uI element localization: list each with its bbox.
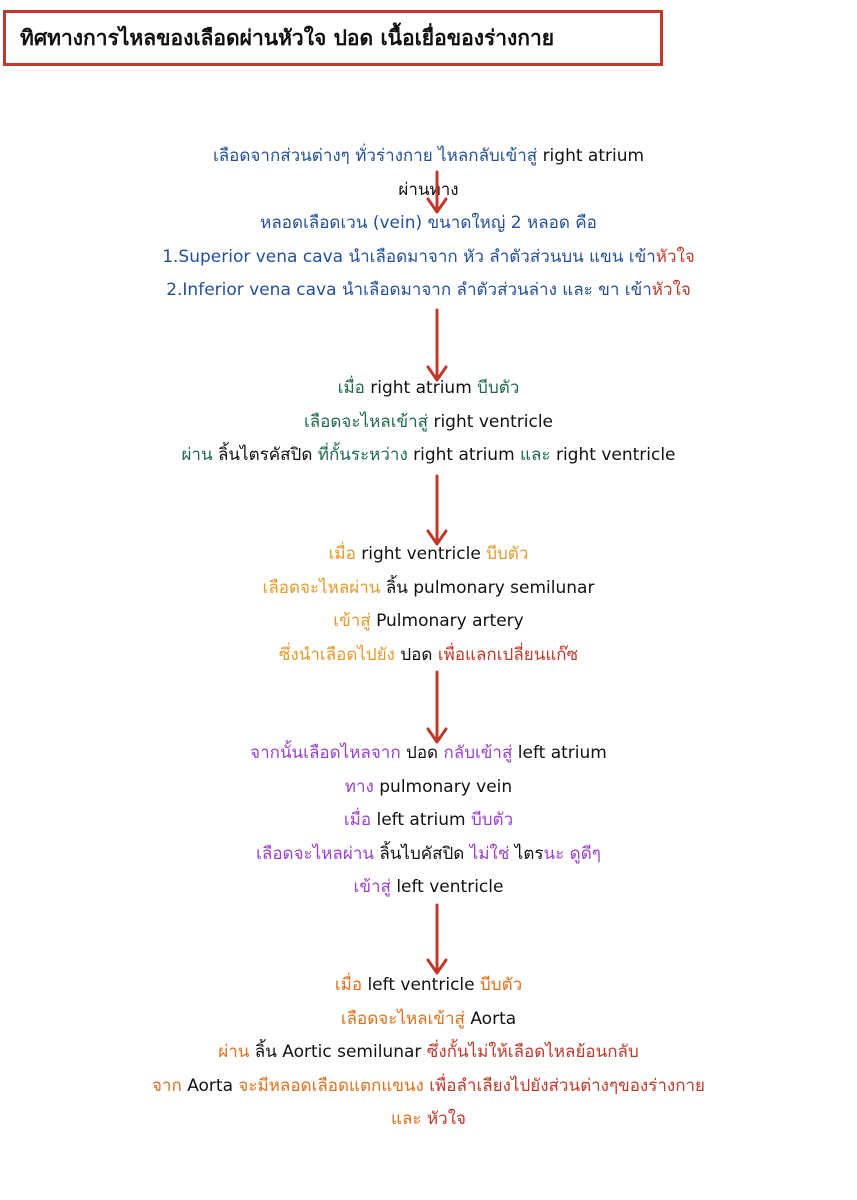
flow-step-4 [0,737,857,905]
text-segment: เมื่อ [343,810,377,830]
text-segment: นะ ดูดีๆ [543,843,601,864]
flow-line [0,241,857,275]
flow-line [0,1036,857,1070]
text-segment: และ [391,1109,427,1129]
flow-line [0,207,857,241]
flow-line [0,737,857,771]
flow-line [0,439,857,473]
text-segment: ซึ่งกั้นไม่ให้เลือดไหลย้อนกลับ [426,1042,639,1062]
text-segment: right ventricle [361,544,487,564]
text-segment: เมื่อ [334,975,368,995]
text-segment: กลับเข้าสู่ [443,743,518,763]
flow-step-2 [0,372,857,473]
page-title: ทิศทางการไหลของเลือดผ่านหัวใจ ปอด เนื้อเยื่อของร่างกาย [20,25,555,50]
flow-step-3 [0,538,857,672]
text-segment: ซึ่งนำเลือดไปยัง [278,644,401,665]
text-segment: ผ่าน [218,1042,255,1062]
flow-line [0,572,857,606]
text-segment: right ventricle [555,445,676,465]
text-segment: 1.Superior vena cava [162,246,349,267]
text-segment: บีบตัว [477,378,520,398]
text-segment: left atrium [376,810,471,830]
text-segment: Aorta [187,1075,239,1096]
text-segment: เมื่อ [328,544,362,564]
flow-line [0,538,857,572]
text-segment: ปอด [406,743,444,763]
flow-line [0,969,857,1003]
text-segment: ผ่าน [181,445,219,465]
text-segment: ผ่านทาง [398,179,459,200]
text-segment: หลอดเลือดเวน (vein) ขนาดใหญ่ 2 หลอด คือ [260,213,597,233]
text-segment: Aorta [470,1008,517,1029]
down-arrow-icon [428,672,446,742]
text-segment: บีบตัว [480,975,523,995]
text-segment: ปอด [400,644,438,665]
text-segment: ลิ้นไบคัสปิด [379,843,470,864]
text-segment: Pulmonary artery [376,611,524,631]
flow-line [0,639,857,673]
text-segment: เข้าสู่ [333,611,377,631]
text-segment: เพื่อลำเลียงไปยังส่วนต่างๆของร่างกาย [429,1075,706,1096]
text-segment: 2.Inferior vena cava [166,280,342,300]
text-segment: นำเลือดมาจาก หัว ลำตัวส่วนบน แขน เข้า [348,246,656,267]
text-segment: left ventricle [396,877,504,897]
flow-line [0,838,857,872]
text-segment: เลือดจะไหลผ่าน [256,843,380,864]
text-segment: และ [520,445,556,465]
text-segment: ลิ้น Aortic semilunar [254,1042,427,1062]
text-segment: หัวใจ [651,280,691,300]
text-segment: เลือดจะไหลผ่าน [262,577,386,598]
text-segment: right ventricle [433,411,554,432]
flow-line [0,871,857,905]
text-segment: ที่กั้นระหว่าง [317,445,414,465]
flow-line [0,1070,857,1104]
text-segment: เลือดจะไหลเข้าสู่ [303,411,434,432]
flow-line [0,605,857,639]
text-segment: จากนั้นเลือดไหลจาก [250,743,407,763]
text-segment: right atrium [542,146,645,166]
flow-line [0,406,857,440]
flow-line [0,140,857,174]
flow-step-5 [0,969,857,1137]
flow-line [0,274,857,308]
flow-line [0,1003,857,1037]
text-segment: เพื่อแลกเปลี่ยนแก๊ซ [437,644,579,665]
text-segment: จะมีหลอดเลือดแตกแขนง [238,1075,430,1096]
text-segment: ลิ้น pulmonary semilunar [385,577,595,598]
text-segment: ไม่ใช่ [469,843,515,864]
flow-line [0,174,857,208]
text-segment: left ventricle [367,975,480,995]
text-segment: บีบตัว [470,810,514,830]
title-box [3,10,663,66]
text-segment: เมื่อ [337,378,371,398]
text-segment: right atrium [413,445,521,465]
flow-line [0,804,857,838]
flow-line [0,372,857,406]
flow-step-1 [0,140,857,308]
text-segment: เลือดจะไหลเข้าสู่ [340,1008,471,1029]
text-segment: เลือดจากส่วนต่างๆ ทั่วร่างกาย ไหลกลับเข้าสู่ [212,146,543,166]
text-segment: ไตร [514,843,544,864]
down-arrow-icon [428,476,446,544]
text-segment: เข้าสู่ [353,877,397,897]
text-segment: บีบตัว [486,544,529,564]
text-segment: หัวใจ [426,1109,466,1129]
down-arrow-icon [428,905,446,973]
flow-line [0,1103,857,1137]
text-segment: หัวใจ [655,246,695,267]
text-segment: pulmonary vein [379,776,513,797]
text-segment: ทาง [344,776,380,797]
text-segment: left atrium [517,743,607,763]
flow-line [0,771,857,805]
text-segment: จาก [151,1075,188,1096]
text-segment: ลิ้นไตรคัสปิด [218,445,318,465]
text-segment: right atrium [370,378,478,398]
down-arrow-icon [428,310,446,380]
text-segment: นำเลือดมาจาก ลำตัวส่วนล่าง และ ขา เข้า [341,280,652,300]
